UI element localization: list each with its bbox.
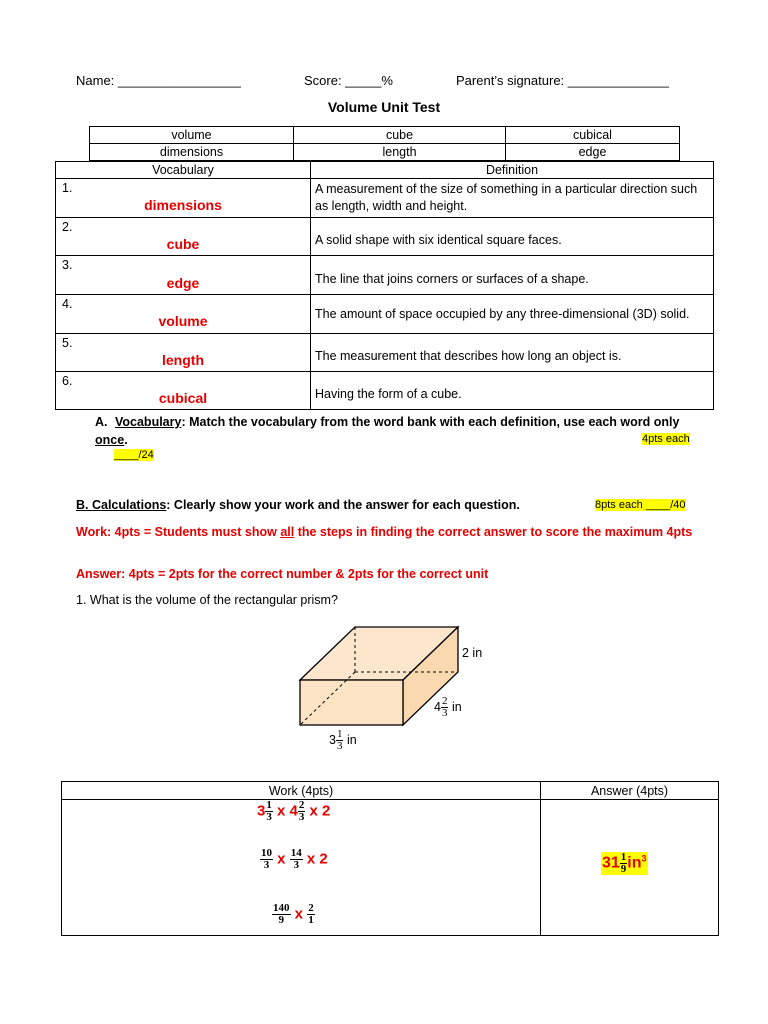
- vocabulary-row: [56, 218, 714, 256]
- work-numerator: 10: [261, 847, 272, 859]
- section-a-points: 4pts each: [642, 433, 690, 445]
- word-bank-cell: volume: [90, 127, 294, 144]
- answer-whole: 31: [602, 854, 620, 872]
- length-numerator: 1: [336, 728, 343, 740]
- section-a-period: .: [124, 433, 128, 447]
- vocab-answer: volume: [158, 313, 208, 329]
- answer-cell: [541, 800, 719, 936]
- section-b-instructions: [76, 498, 520, 512]
- prism-width-label: [434, 696, 462, 719]
- work-line-3: [272, 903, 315, 926]
- vocab-answer: edge: [166, 275, 200, 291]
- section-b-heading: B. Calculations: [76, 498, 167, 512]
- work-line-2: [260, 848, 328, 871]
- answer-denominator: 9: [620, 863, 627, 875]
- answer-exponent: 3: [641, 853, 647, 864]
- work-denominator: 1: [308, 914, 314, 926]
- section-a-instructions: [95, 413, 692, 449]
- vocab-answer: cube: [166, 236, 200, 252]
- length-denominator: 3: [336, 740, 343, 752]
- work-operator: x: [277, 850, 286, 868]
- work-numerator: 140: [273, 902, 290, 914]
- row-number: 4.: [62, 297, 73, 311]
- work-operator: x 2: [306, 850, 328, 868]
- work-numerator: 14: [290, 847, 302, 859]
- work-denominator: 3: [298, 811, 305, 823]
- work-denominator: 9: [278, 914, 284, 926]
- word-bank-row: [90, 144, 680, 161]
- vocab-answer: length: [162, 352, 204, 368]
- word-bank-cell: dimensions: [90, 144, 294, 161]
- work-column-header: Work (4pts): [62, 782, 541, 800]
- definition-text: A solid shape with six identical square faces.: [311, 218, 714, 256]
- work-denominator: 3: [266, 811, 272, 823]
- work-operator: x: [277, 802, 286, 820]
- answer-column-header: Answer (4pts): [541, 782, 719, 800]
- section-a-text: : Match the vocabulary from the word bank with each definition, use each word only: [181, 415, 680, 429]
- vocabulary-column-header: Vocabulary: [56, 162, 311, 179]
- answer-unit: in: [627, 854, 642, 872]
- row-number: 1.: [62, 181, 73, 195]
- work-cell: [62, 800, 541, 936]
- work-note-start: Work: 4pts = Students must show: [76, 525, 281, 539]
- vocabulary-row: [56, 295, 714, 334]
- work-numerator: 2: [298, 799, 305, 811]
- word-bank-row: [90, 127, 680, 144]
- work-term: 4: [289, 802, 298, 820]
- row-number: 5.: [62, 336, 73, 350]
- section-a-score: ____/24: [114, 449, 154, 461]
- work-operator: x 2: [309, 802, 331, 820]
- work-numerator: 1: [266, 799, 272, 811]
- final-answer: [601, 852, 648, 875]
- definition-text: The line that joins corners or surfaces of a shape.: [311, 256, 714, 295]
- definition-column-header: Definition: [311, 162, 714, 179]
- word-bank-cell: cubical: [506, 127, 680, 144]
- work-numerator: 2: [308, 902, 314, 914]
- width-numerator: 2: [441, 695, 448, 707]
- work-line-1: [257, 800, 330, 823]
- word-bank-cell: edge: [506, 144, 680, 161]
- question-1: 1. What is the volume of the rectangular prism?: [76, 593, 338, 607]
- answer-numerator: 1: [620, 851, 627, 863]
- section-a-heading: Vocabulary: [114, 415, 182, 429]
- prism-front-face: [300, 680, 403, 725]
- section-b-text: : Clearly show your work and the answer for each question.: [166, 498, 520, 512]
- row-number: 3.: [62, 258, 73, 272]
- work-denominator: 3: [263, 859, 270, 871]
- word-bank-table: [89, 126, 680, 161]
- section-a-once: once: [95, 433, 125, 447]
- vocabulary-row: [56, 334, 714, 372]
- vocabulary-row: [56, 256, 714, 295]
- width-whole: 4: [434, 699, 441, 714]
- width-denominator: 3: [441, 707, 448, 719]
- length-unit: in: [346, 732, 357, 747]
- name-field-label: Name: _________________: [76, 73, 241, 88]
- parent-signature-label: Parent’s signature: ______________: [456, 73, 669, 88]
- definition-text: The amount of space occupied by any three-dimensional (3D) solid.: [311, 295, 714, 334]
- prism-length-label: [329, 729, 357, 752]
- work-denominator: 3: [293, 859, 299, 871]
- page-title: Volume Unit Test: [327, 99, 441, 115]
- work-operator: x: [294, 905, 304, 923]
- work-answer-table: [61, 781, 719, 936]
- work-note-end: the steps in finding the correct answer to score the maximum 4pts: [294, 525, 693, 539]
- definition-text: A measurement of the size of something in a particular direction such as length, width and height.: [311, 179, 714, 218]
- section-b-points: 8pts each ____/40: [595, 499, 686, 511]
- score-field-label: Score: _____%: [304, 73, 393, 88]
- prism-height-label: 2 in: [462, 646, 483, 660]
- word-bank-cell: cube: [294, 127, 506, 144]
- row-number: 2.: [62, 220, 73, 234]
- width-unit: in: [451, 699, 462, 714]
- work-note-all: all: [280, 525, 295, 539]
- definition-text: Having the form of a cube.: [311, 372, 714, 410]
- vocab-answer: dimensions: [144, 197, 222, 213]
- section-a-letter: A.: [95, 415, 108, 429]
- word-bank-cell: length: [294, 144, 506, 161]
- work-scoring-note: [76, 523, 696, 541]
- answer-scoring-note: Answer: 4pts = 2pts for the correct number & 2pts for the correct unit: [76, 567, 489, 581]
- vocabulary-table: [55, 161, 714, 410]
- vocabulary-row: [56, 372, 714, 410]
- length-whole: 3: [329, 732, 336, 747]
- work-term: 3: [257, 802, 266, 820]
- vocab-answer: cubical: [158, 390, 208, 406]
- definition-text: The measurement that describes how long an object is.: [311, 334, 714, 372]
- row-number: 6.: [62, 374, 73, 388]
- vocabulary-row: [56, 179, 714, 218]
